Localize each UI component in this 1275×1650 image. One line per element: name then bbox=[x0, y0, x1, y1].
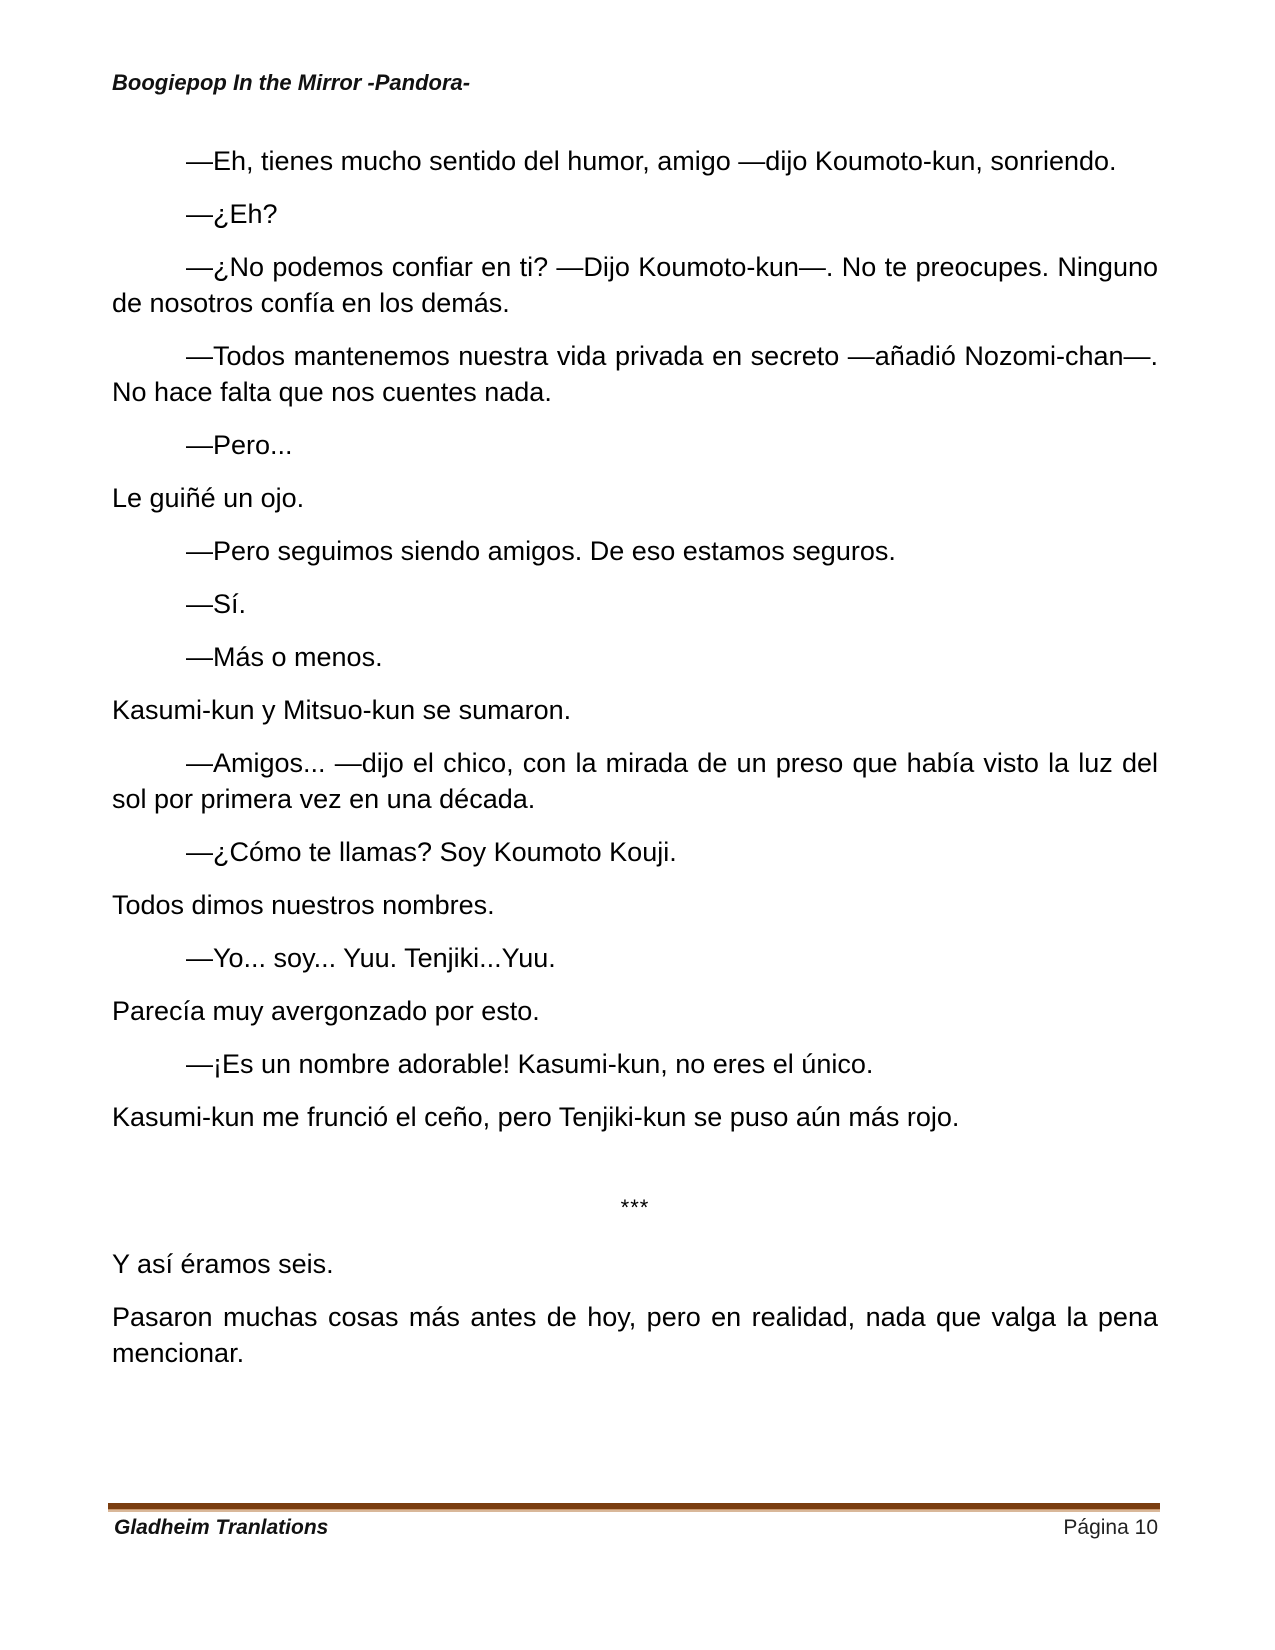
paragraph: —¿No podemos confiar en ti? —Dijo Koumoto-kun—. No te preocupes. Ninguno de nosotros confía en los demás. bbox=[112, 252, 1158, 318]
paragraph: Pasaron muchas cosas más antes de hoy, pero en realidad, nada que valga la pena mencionar. bbox=[112, 1302, 1158, 1368]
document-body bbox=[112, 143, 1158, 1388]
page-number-value: 10 bbox=[1134, 1516, 1158, 1539]
footer-divider bbox=[108, 1503, 1160, 1510]
paragraph: —Eh, tienes mucho sentido del humor, amigo —dijo Koumoto-kun, sonriendo. bbox=[186, 146, 1117, 176]
paragraph: —¿Cómo te llamas? Soy Koumoto Kouji. bbox=[186, 837, 677, 867]
paragraph: Y así éramos seis. bbox=[112, 1249, 334, 1279]
paragraph: —Pero seguimos siendo amigos. De eso estamos seguros. bbox=[186, 536, 896, 566]
paragraph: —Más o menos. bbox=[186, 642, 383, 672]
paragraph: —¡Es un nombre adorable! Kasumi-kun, no eres el único. bbox=[186, 1049, 874, 1079]
paragraph: —Amigos... —dijo el chico, con la mirada de un preso que había visto la luz del sol por primera vez en una década. bbox=[112, 748, 1158, 814]
paragraph: —Todos mantenemos nuestra vida privada en secreto —añadió Nozomi-chan—. No hace falta que nos cuentes nada. bbox=[112, 341, 1158, 407]
paragraph: —Sí. bbox=[186, 589, 247, 619]
paragraph: Kasumi-kun y Mitsuo-kun se sumaron. bbox=[112, 695, 572, 725]
paragraph: —¿Eh? bbox=[186, 199, 278, 229]
paragraph: Kasumi-kun me frunció el ceño, pero Tenjiki-kun se puso aún más rojo. bbox=[112, 1102, 960, 1132]
paragraph: Le guiñé un ojo. bbox=[112, 483, 305, 513]
running-header: Boogiepop In the Mirror -Pandora- bbox=[112, 70, 471, 95]
footer-publisher: Gladheim Tranlations bbox=[114, 1516, 329, 1539]
paragraph: —Pero... bbox=[186, 430, 293, 460]
scene-separator: *** bbox=[620, 1195, 650, 1220]
page-number bbox=[1063, 1516, 1158, 1540]
paragraph: —Yo... soy... Yuu. Tenjiki...Yuu. bbox=[186, 943, 556, 973]
paragraph: Parecía muy avergonzado por esto. bbox=[112, 996, 540, 1026]
paragraph: Todos dimos nuestros nombres. bbox=[112, 890, 495, 920]
page-label: Página bbox=[1063, 1516, 1129, 1539]
